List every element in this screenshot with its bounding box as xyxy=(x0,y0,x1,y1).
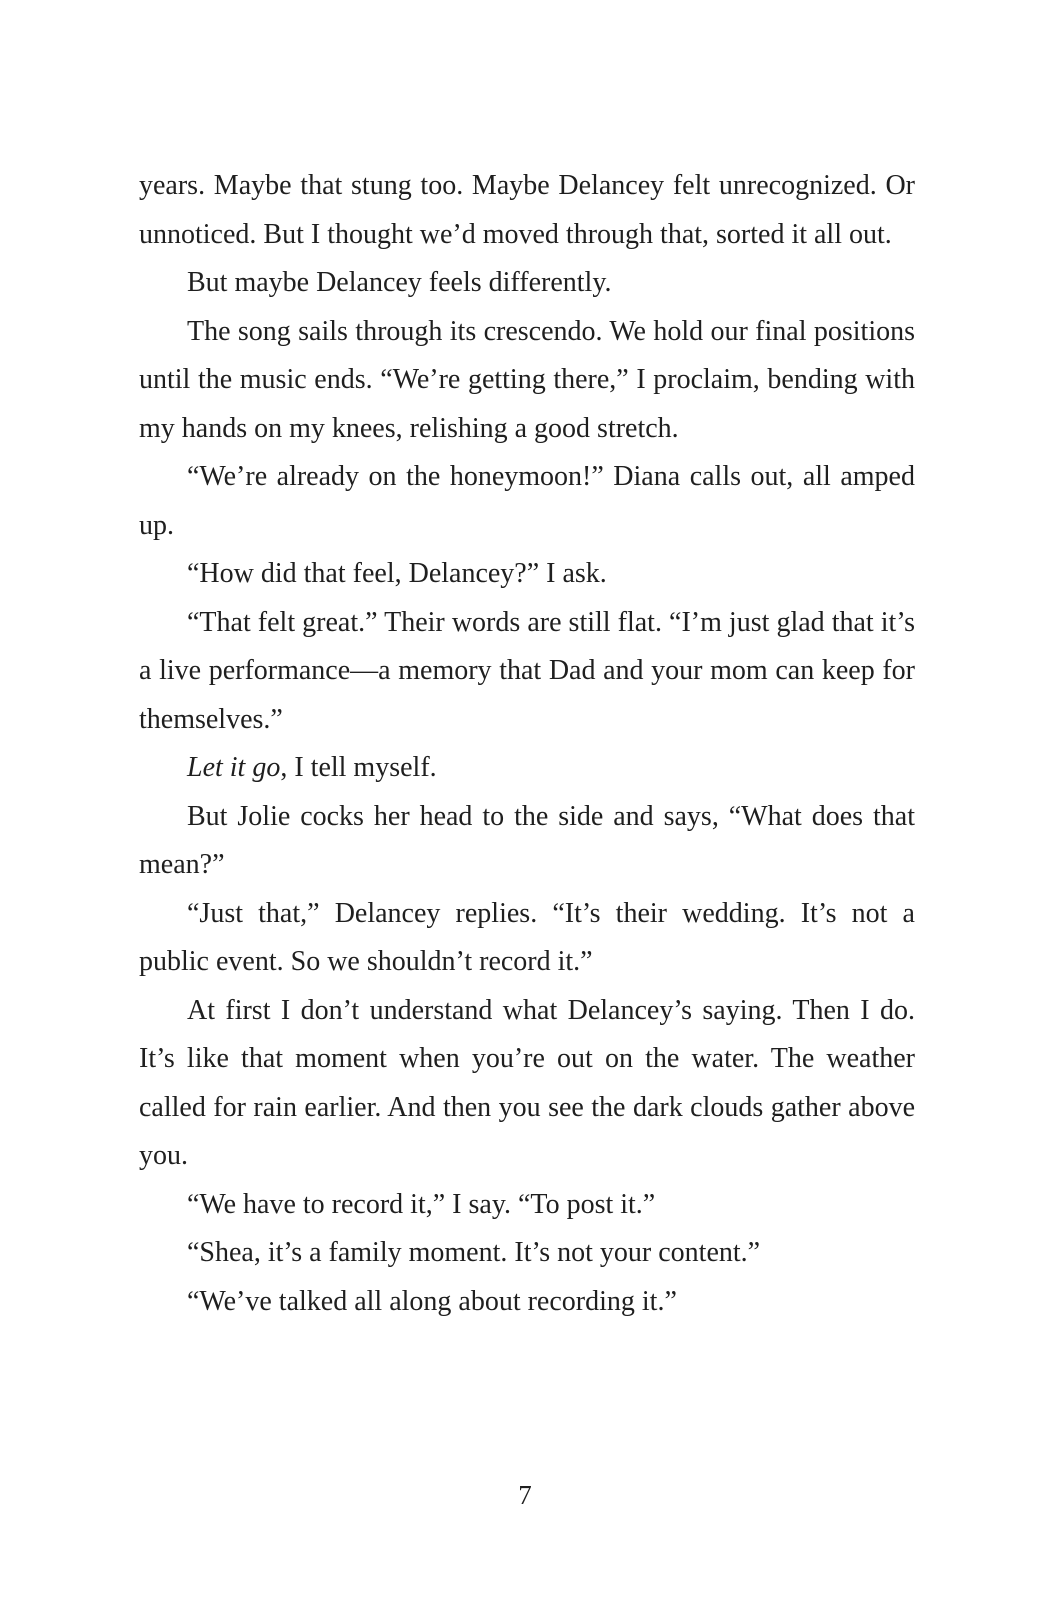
paragraph-9: “Just that,” Delancey replies. “It’s their wedding. It’s not a public event. So we shouldn’t record it.” xyxy=(139,897,915,977)
paragraph-2: But maybe Delancey feels differently. xyxy=(187,267,612,298)
paragraph-13: “We’ve talked all along about recording it.” xyxy=(187,1285,677,1317)
paragraph-10: At first I don’t understand what Delancey’s saying. Then I do. It’s like that moment when you’re out on the water. The weather called for rain earlier. And then you see the dark clouds gather above you. xyxy=(139,994,915,1171)
body-text xyxy=(139,162,915,1326)
paragraph-6: “That felt great.” Their words are still flat. “I’m just glad that it’s a live performance—a memory that Dad and your mom can keep for themselves.” xyxy=(139,606,915,735)
paragraph-5: “How did that feel, Delancey?” I ask. xyxy=(187,558,607,589)
paragraph-11: “We have to record it,” I say. “To post it.” xyxy=(187,1188,656,1220)
paragraph-8: But Jolie cocks her head to the side and says, “What does that mean?” xyxy=(139,800,915,880)
page-number: 7 xyxy=(518,1480,532,1510)
italic-phrase: Let it go xyxy=(187,752,281,783)
paragraph-7: Let it go, I tell myself. xyxy=(187,752,437,783)
paragraph-1: years. Maybe that stung too. Maybe Delancey felt unrecognized. Or unnoticed. But I thought we’d moved through that, sorted it all out. xyxy=(139,170,915,250)
paragraph-12: “Shea, it’s a family moment. It’s not your content.” xyxy=(187,1237,761,1268)
paragraph-3: The song sails through its crescendo. We hold our final positions until the music ends. “We’re getting there,” I proclaim, bending with my hands on my knees, relishing a good stretch. xyxy=(139,315,915,444)
paragraph-4: “We’re already on the honeymoon!” Diana calls out, all amped up. xyxy=(139,461,915,541)
